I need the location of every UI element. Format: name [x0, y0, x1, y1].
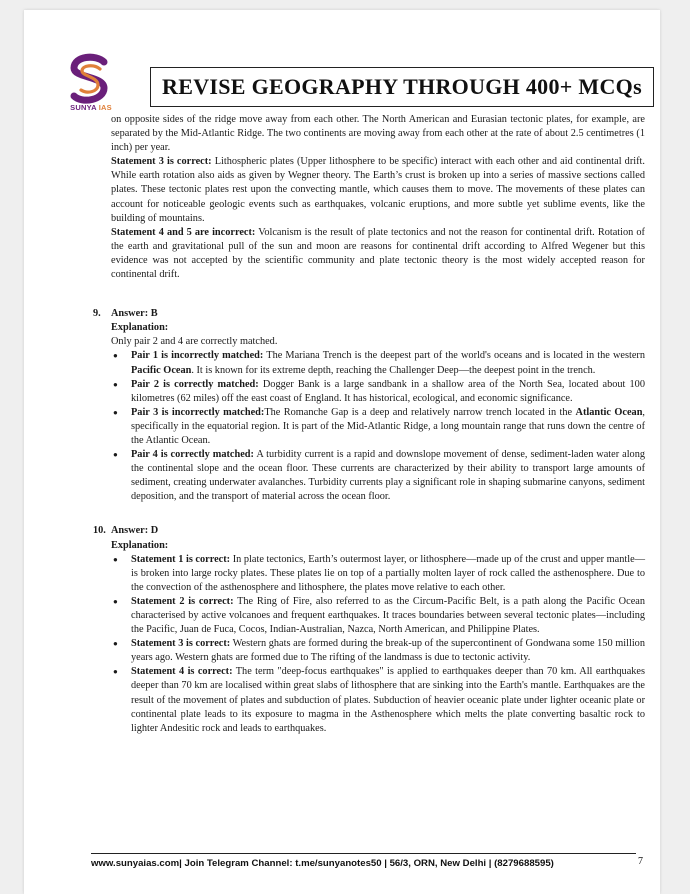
main-content [93, 113, 645, 736]
list-item [111, 637, 645, 665]
item-text: A turbidity current is a rapid and downslope movement of dense, sediment-laden water along the continental slope and the ocean floor. These currents are characterized by their ability to transport large amounts of sediment, creating underwater avalanches. Turbidity currents play a significant role in shaping submarine canyons, sediment deposition, and the transport of material across the ocean floor. [131, 449, 645, 503]
document-page [24, 10, 660, 894]
statement-4-5-paragraph [111, 226, 645, 282]
page-number: 7 [638, 856, 643, 867]
q9-summary: Only pair 2 and 4 are correctly matched. [111, 336, 278, 348]
item-text-tail: . It is known for its extreme depth, reaching the Challenger Deep—the deepest point in the trench. [191, 364, 596, 376]
item-lead: Pair 4 is correctly matched: [131, 449, 254, 461]
q10-answer [93, 524, 645, 538]
item-text: The Romanche Gap is a deep and relatively narrow trench located in the [264, 406, 576, 418]
footer-contact[interactable]: www.sunyaias.com| Join Telegram Channel: t.me/sunyanotes50 | 56/3, ORN, New Delhi | (8279688595) [91, 858, 554, 869]
q10-bullet-list [111, 553, 645, 736]
statement-lead: Statement 3 is correct: [111, 156, 212, 168]
item-emphasis: Atlantic Ocean [575, 406, 643, 418]
item-text-tail: , specifically in the equatorial region. It is part of the Mid-Atlantic Ridge, a long mountain range that runs down the centre of the Atlantic Ocean. [131, 406, 645, 446]
item-text: Western ghats are formed during the break-up of the supercontinent of Gondwana some 150 million years ago. Western ghats are formed due to The rifting of the landmass is due to tectonic activity. [131, 638, 645, 664]
statement-3-paragraph [111, 155, 645, 225]
q10-explanation-label: Explanation: [111, 539, 169, 551]
item-lead: Statement 4 is correct: [131, 666, 233, 678]
item-emphasis: Pacific Ocean [131, 364, 192, 376]
list-item [111, 349, 645, 377]
statement-text: Volcanism is the result of plate tectonics and not the reason for continental drift. Rotation of the earth and gravitational pull of the sun and moon are reasons for continental drift according to Alfred Wegener but this evidence was not accepted by the scientific community and plate tectonic theory is the most widely accepted reason for continental drift. [111, 226, 645, 281]
item-text: The Mariana Trench is the deepest part of the world's oceans and is located in the western [263, 350, 645, 362]
item-lead: Statement 1 is correct: [131, 553, 231, 565]
item-lead: Statement 2 is correct: [131, 595, 234, 607]
q9-answer [93, 307, 645, 321]
statement-text: Lithospheric plates (Upper lithosphere to be specific) interact with each other and aid continental drift. While earth rotation also aids as given by Wegner theory. The Earth’s crust is broken up into a series of massive sections called plates. These tectonic plates rest upon the convecting mantle, which causes them to move. The movements of these plates can account for noticeable geologic events such as earthquakes, volcanic eruptions, and more subtle yet sublime events, like the building of mountains. [111, 156, 645, 224]
item-text: The term "deep-focus earthquakes" is applied to earthquakes deeper than 70 km. All earthquakes deeper than 70 km are localised within great slabs of lithosphere that are sinking into the Earth's mantle. Earthquakes are the result of the movement of plates and subduction of plates. Subduction of heavier oceanic plate under lighter oceanic plate or continental plate leads to its exposure to magma in the Asthenosphere which melts the plate converting basaltic rock to lighter Andesitic rock and leads to earthquakes. [131, 666, 645, 734]
item-lead: Pair 1 is incorrectly matched: [131, 350, 264, 362]
item-text: In plate tectonics, Earth’s outermost layer, or lithosphere—made up of the crust and upper mantle—is broken into large rocky plates. These plates lie on top of a partially molten layer of rock called the asthenosphere. Due to the convection of the asthenosphere and lithosphere, the plates move relative to each other. [131, 553, 645, 593]
statement-lead: Statement 4 and 5 are incorrect: [111, 226, 256, 238]
list-item [111, 378, 645, 406]
item-text: Dogger Bank is a large sandbank in a shallow area of the North Sea, located about 100 kilometres (62 miles) off the east coast of England. It has historical, ecological, and economic significance. [131, 378, 645, 404]
q9-explanation-label: Explanation: [111, 322, 169, 334]
q9-number: 9. [93, 308, 101, 320]
brand-name-accent: IAS [98, 103, 112, 112]
q9-bullet-list [111, 349, 645, 504]
q10-number: 10. [93, 525, 106, 537]
item-lead: Pair 2 is correctly matched: [131, 378, 259, 390]
intro-paragraph: on opposite sides of the ridge move away from each other. The North American and Eurasian tectonic plates, for example, are separated by the Mid-Atlantic Ridge. The two continents are moving away from each other at the rate of about 2.5 centimetres (1 inch) per year. [111, 114, 645, 154]
item-lead: Statement 3 is correct: [131, 638, 231, 650]
q10-answer-text: Answer: D [111, 525, 159, 537]
sunya-logo-icon [60, 50, 120, 110]
list-item [111, 448, 645, 504]
item-lead: Pair 3 is incorrectly matched: [131, 406, 265, 418]
q9-answer-text: Answer: B [111, 308, 158, 320]
list-item [111, 595, 645, 637]
brand-wordmark [61, 103, 121, 112]
item-text: The Ring of Fire, also referred to as the Circum-Pacific Belt, is a path along the Pacific Ocean characterised by active volcanoes and frequent earthquakes. It traces boundaries between several tectonic plates—including the Pacific, Juan de Fuca, Cocos, Indian-Australian, Nazca, North American, and Philippine Plates. [131, 595, 645, 636]
list-item [111, 665, 645, 735]
brand-name: SUNYA [70, 103, 97, 112]
list-item [111, 406, 645, 448]
list-item [111, 553, 645, 595]
footer-divider [91, 853, 636, 854]
header-title: REVISE GEOGRAPHY THROUGH 400+ MCQs [150, 67, 654, 107]
